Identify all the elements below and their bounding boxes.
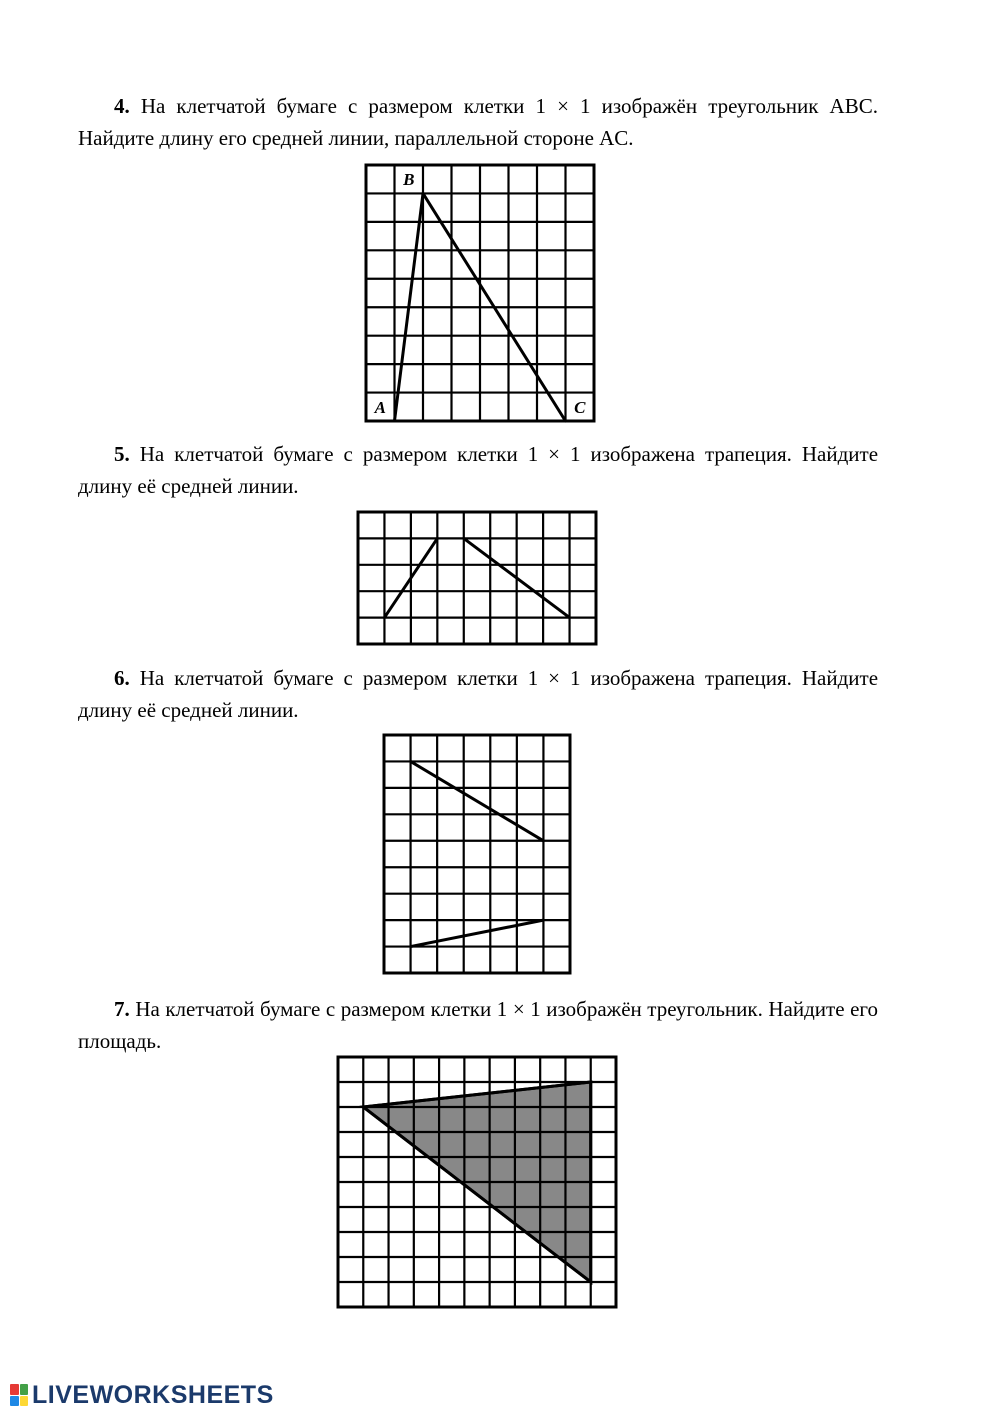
problem-number: 7. [114,997,130,1021]
grid-lines [358,512,596,644]
problem-7 [78,993,878,1057]
problem-text: На клетчатой бумаге с размером клетки 1 × 1 изображён треугольник ABC. Найдите длину его средней линии, параллельной стороне AC. [78,94,878,150]
problem-text: На клетчатой бумаге с размером клетки 1 × 1 изображена трапеция. Найдите длину её средней линии. [78,666,879,722]
grid-frame [384,735,570,973]
problem-5 [78,438,878,502]
problem-6 [78,662,878,726]
logo-square [20,1384,29,1395]
problem-number: 4. [114,94,130,118]
figure-segment [411,761,544,840]
problem-4 [78,90,878,154]
logo-icon [10,1384,28,1406]
grid-figure-trapezoid-1 [358,512,596,644]
problem-number: 6. [114,666,130,690]
vertex-label: A [374,397,386,417]
liveworksheets-logo [10,1380,274,1410]
grid-figure-shaded-triangle [338,1057,616,1307]
logo-square [20,1396,29,1407]
problem-text: На клетчатой бумаге с размером клетки 1 × 1 изображён треугольник. Найдите его площадь. [78,997,878,1053]
problem-number: 5. [114,442,130,466]
grid-figure-triangle-abc [366,165,594,421]
vertex-label: C [574,397,586,417]
logo-square [10,1396,19,1407]
figure-segment [411,920,544,946]
brand-name: LIVEWORKSHEETS [32,1380,274,1409]
grid-frame [358,512,596,644]
vertex-label: B [403,170,415,190]
grid-lines [384,735,570,973]
grid-figure-trapezoid-2 [384,735,570,973]
logo-square [10,1384,19,1395]
problem-text: На клетчатой бумаге с размером клетки 1 × 1 изображена трапеция. Найдите длину её средней линии. [78,442,879,498]
